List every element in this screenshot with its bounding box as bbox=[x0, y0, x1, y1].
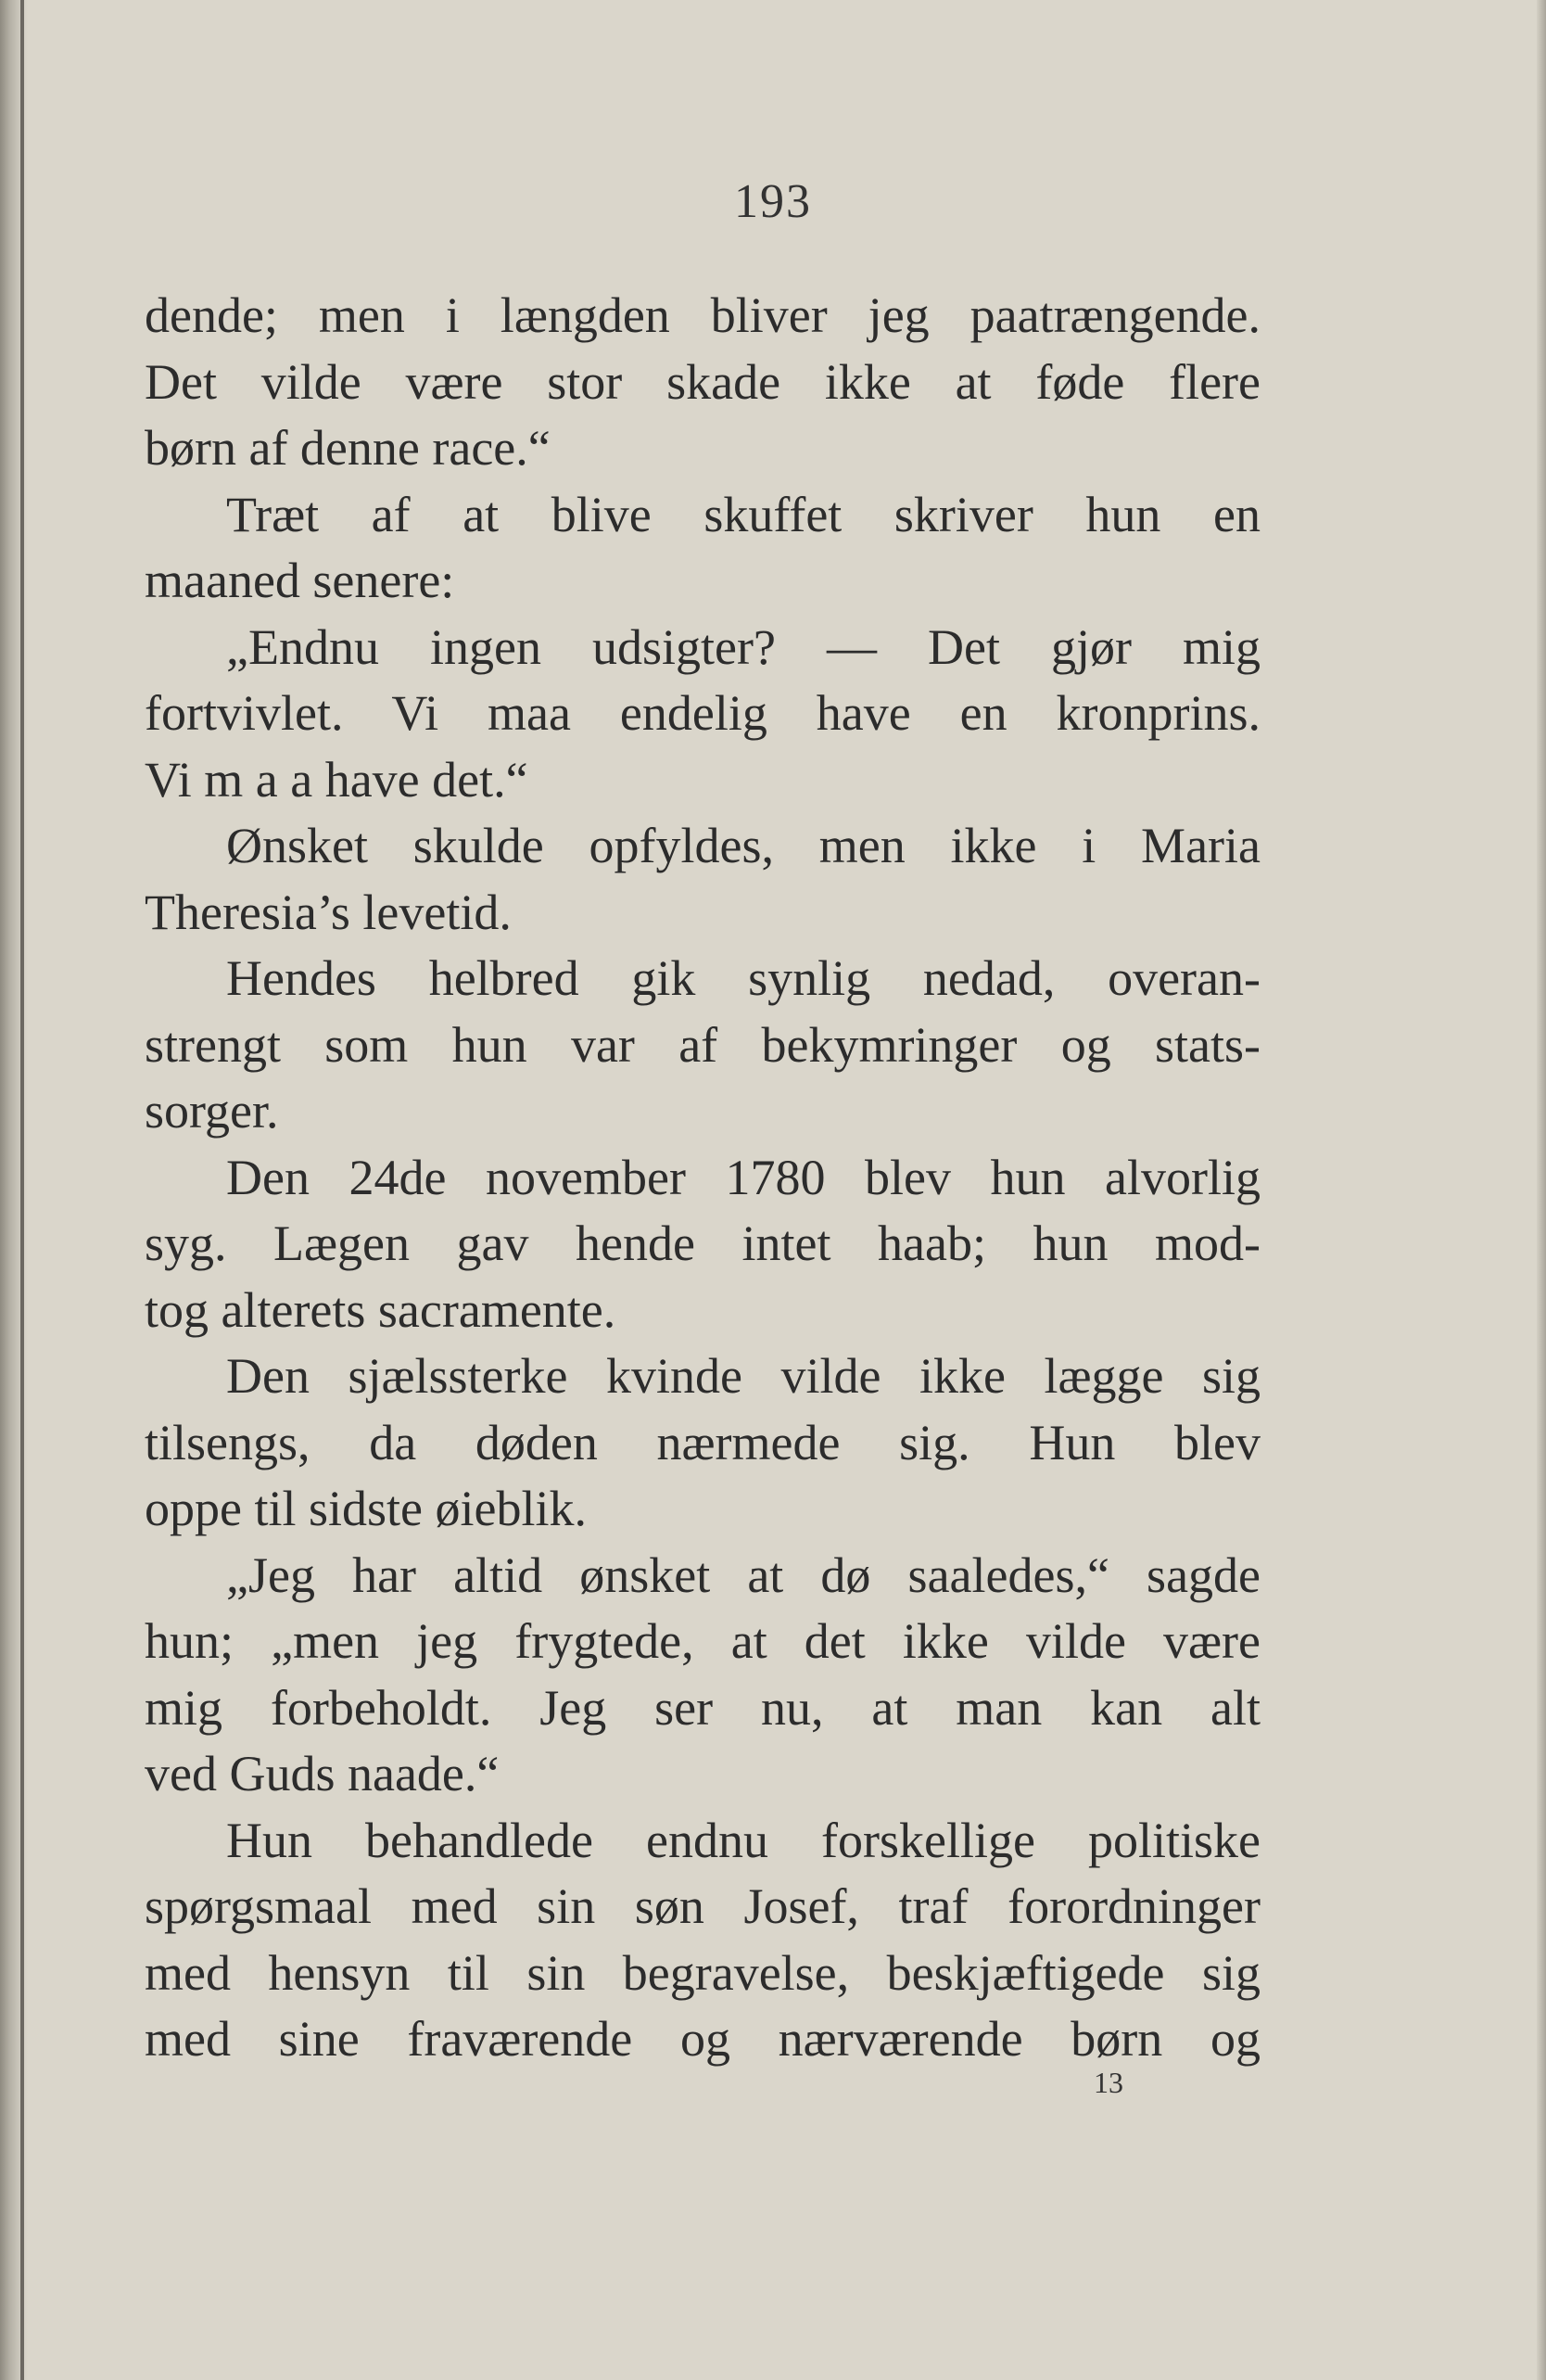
text-line: Hendes helbred gik synlig nedad, overan- bbox=[226, 950, 1261, 1006]
text-line: med sine fraværende og nærværende børn og bbox=[145, 2011, 1261, 2067]
text-line: dende; men i længden bliver jeg paatrængende. bbox=[145, 287, 1261, 343]
text-line: Theresia’s levetid. bbox=[145, 884, 512, 940]
text-line: spørgsmaal med sin søn Josef, traf forordninger bbox=[145, 1878, 1261, 1934]
text-line: syg. Lægen gav hende intet haab; hun mod- bbox=[145, 1215, 1261, 1271]
text-line: med hensyn til sin begravelse, beskjæftigede sig bbox=[145, 1944, 1261, 2001]
text-line: mig forbeholdt. Jeg ser nu, at man kan alt bbox=[145, 1679, 1261, 1736]
text-line: „Jeg har altid ønsket at dø saaledes,“ sagde bbox=[226, 1546, 1261, 1603]
text-line: strengt som hun var af bekymringer og stats- bbox=[145, 1016, 1261, 1073]
text-line: Træt af at blive skuffet skriver hun en bbox=[226, 486, 1261, 542]
binding-edge bbox=[20, 0, 24, 2380]
body-text bbox=[145, 283, 1261, 2073]
text-line: Den 24de november 1780 blev hun alvorlig bbox=[226, 1149, 1261, 1205]
text-line: tilsengs, da døden nærmede sig. Hun blev bbox=[145, 1414, 1261, 1470]
text-line: oppe til sidste øieblik. bbox=[145, 1481, 587, 1536]
text-line: maaned senere: bbox=[145, 553, 455, 608]
signature-mark: 13 bbox=[1094, 2066, 1123, 2099]
text-line: tog alterets sacramente. bbox=[145, 1281, 616, 1338]
text-line: Det vilde være stor skade ikke at føde flere bbox=[145, 353, 1261, 410]
text-line: Hun behandlede endnu forskellige politiske bbox=[226, 1812, 1261, 1868]
text-line: børn af denne race.“ bbox=[145, 420, 551, 476]
text-line: Vi m a a have det.“ bbox=[145, 751, 528, 808]
text-line: Ønsket skulde opfyldes, men ikke i Maria bbox=[226, 818, 1261, 873]
text-line: fortvivlet. Vi maa endelig have en kronprins. bbox=[145, 685, 1261, 741]
text-line: „Endnu ingen udsigter? — Det gjør mig bbox=[226, 618, 1261, 675]
page-edge bbox=[1537, 0, 1546, 2380]
text-line: Den sjælssterke kvinde vilde ikke lægge sig bbox=[226, 1348, 1261, 1404]
text-line: hun; „men jeg frygtede, at det ikke vilde være bbox=[145, 1613, 1261, 1669]
page-number: 193 bbox=[734, 175, 812, 228]
text-line: ved Guds naade.“ bbox=[145, 1746, 500, 1801]
text-line: sorger. bbox=[145, 1083, 279, 1139]
